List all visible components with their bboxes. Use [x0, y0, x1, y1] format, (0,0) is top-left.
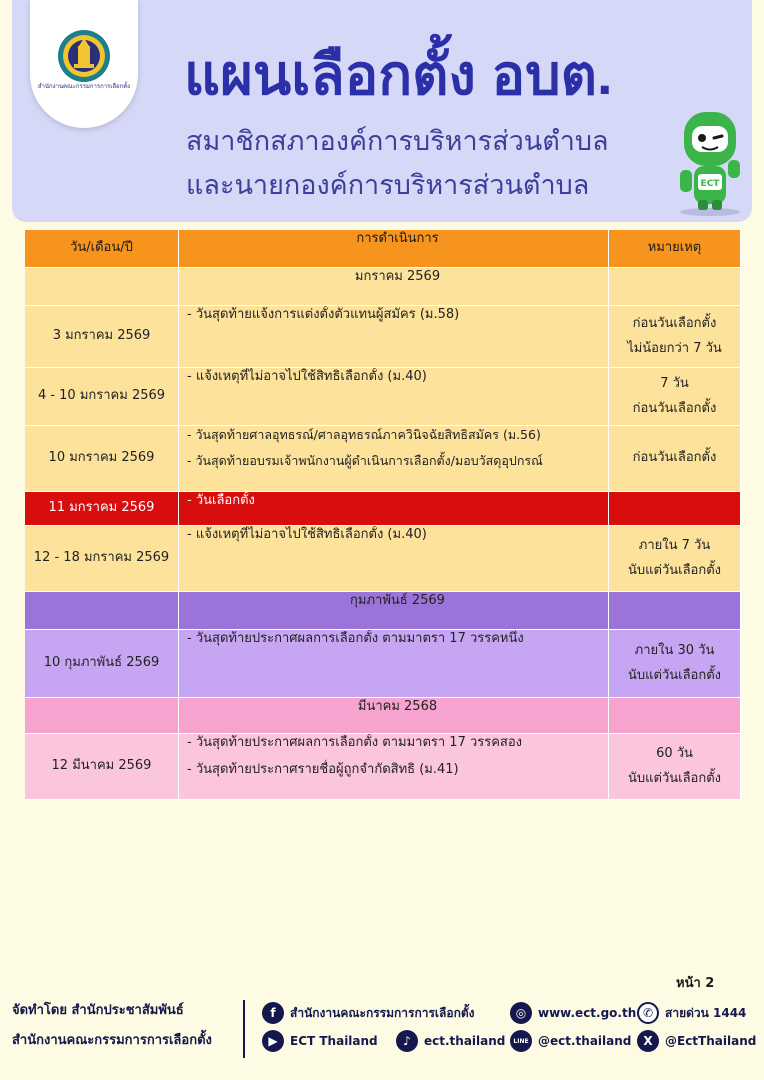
row-date: 3 มกราคม 2569 [25, 306, 179, 368]
footer-facebook-link[interactable] [262, 1002, 474, 1024]
mascot-icon [672, 100, 748, 216]
footer-line-link[interactable] [510, 1030, 631, 1052]
row-action: - วันสุดท้ายประกาศผลการเลือกตั้ง ตามมาตรา 17 วรรคหนึ่ง [187, 631, 524, 646]
row-note: ก่อนวันเลือกตั้ง [632, 400, 717, 416]
row-note: นับแต่วันเลือกตั้ง [627, 562, 722, 578]
mascot-badge: ECT [700, 179, 720, 189]
table-row [25, 368, 741, 426]
tiktok-label: ect.thailand [424, 1034, 506, 1048]
row-action: - วันสุดท้ายแจ้งการแต่งตั้งตัวแทนผู้สมัคร (ม.58) [187, 307, 460, 322]
table-row [25, 526, 741, 592]
table-header-note: หมายเหตุ [609, 230, 741, 268]
youtube-label: ECT Thailand [290, 1034, 378, 1048]
line-label: @ect.thailand [538, 1034, 632, 1048]
facebook-label: สำนักงานคณะกรรมการการเลือกตั้ง [290, 1005, 475, 1020]
footer-org-line-1: จัดทำโดย สำนักประชาสัมพันธ์ [12, 1003, 184, 1018]
row-date: 11 มกราคม 2569 [25, 492, 179, 526]
footer-youtube-link[interactable] [262, 1030, 378, 1052]
row-action: - วันสุดท้ายประกาศรายชื่อผู้ถูกจำกัดสิทธิ (ม.41) [187, 761, 459, 777]
row-action: - แจ้งเหตุที่ไม่อาจไปใช้สิทธิเลือกตั้ง (ม.40) [187, 369, 427, 384]
table-row [25, 630, 741, 698]
row-action: - แจ้งเหตุที่ไม่อาจไปใช้สิทธิเลือกตั้ง (ม.40) [187, 527, 427, 542]
month-label: มีนาคม 2568 [179, 698, 609, 734]
row-date: 12 - 18 มกราคม 2569 [25, 526, 179, 592]
row-note: ภายใน 7 วัน [638, 537, 711, 553]
table-header-date: วัน/เดือน/ปี [25, 230, 179, 268]
month-label: มกราคม 2569 [179, 268, 609, 306]
x-icon: X [637, 1030, 659, 1052]
tiktok-icon: ♪ [396, 1030, 418, 1052]
website-globe-icon: ◎ [510, 1002, 532, 1024]
youtube-icon: ▶ [262, 1030, 284, 1052]
month-row-february [25, 592, 741, 630]
table-header-action: การดำเนินการ [179, 230, 609, 268]
footer-x-link[interactable] [637, 1030, 756, 1052]
facebook-icon: f [262, 1002, 284, 1024]
footer-website-link[interactable] [510, 1002, 636, 1024]
header-banner [12, 0, 752, 222]
subtitle-line-2: และนายกองค์การบริหารส่วนตำบล [186, 170, 590, 201]
row-note: ภายใน 30 วัน [634, 642, 715, 658]
subtitle-line-1: สมาชิกสภาองค์การบริหารส่วนตำบล [186, 126, 609, 157]
hotline-label: สายด่วน 1444 [665, 1005, 747, 1020]
row-note: นับแต่วันเลือกตั้ง [627, 770, 722, 786]
table-row [25, 426, 741, 492]
row-date: 4 - 10 มกราคม 2569 [25, 368, 179, 426]
month-row-january [25, 268, 741, 306]
row-note: ก่อนวันเลือกตั้ง [632, 450, 717, 466]
table-row [25, 734, 741, 800]
page-number: หน้า 2 [676, 976, 715, 991]
row-note: 7 วัน [660, 375, 689, 391]
row-note: 60 วัน [656, 745, 693, 761]
phone-icon: ✆ [637, 1002, 659, 1024]
footer-credit [12, 1003, 242, 1048]
row-action: - วันเลือกตั้ง [187, 493, 255, 508]
x-label: @EctThailand [665, 1034, 757, 1048]
logo-text: สำนักงานคณะกรรมการการเลือกตั้ง [37, 83, 131, 90]
row-note: นับแต่วันเลือกตั้ง [627, 667, 722, 683]
footer-hotline[interactable] [637, 1002, 746, 1024]
ect-seal-logo [56, 28, 112, 84]
row-action: - วันสุดท้ายศาลอุทธรณ์/ศาลอุทธรณ์ภาควินิจฉัยสิทธิสมัคร (ม.56) [187, 427, 541, 442]
row-action: - วันสุดท้ายอบรมเจ้าพนักงานผู้ดำเนินการเลือกตั้ง/มอบวัสดุอุปกรณ์ [187, 453, 543, 469]
row-date: 10 มกราคม 2569 [25, 426, 179, 492]
footer-divider [243, 1000, 245, 1058]
table-header-row [25, 230, 741, 268]
table-row [25, 306, 741, 368]
row-note: ก่อนวันเลือกตั้ง [632, 315, 717, 331]
line-icon: LINE [510, 1030, 532, 1052]
page-title: แผนเลือกตั้ง อบต. [184, 43, 613, 106]
row-date: 10 กุมภาพันธ์ 2569 [25, 630, 179, 698]
election-day-row [25, 492, 741, 526]
footer-tiktok-link[interactable] [396, 1030, 505, 1052]
row-note: ไม่น้อยกว่า 7 วัน [627, 340, 722, 356]
month-label: กุมภาพันธ์ 2569 [179, 592, 609, 630]
website-label: www.ect.go.th [538, 1006, 637, 1020]
row-date: 12 มีนาคม 2569 [25, 734, 179, 800]
row-action: - วันสุดท้ายประกาศผลการเลือกตั้ง ตามมาตรา 17 วรรคสอง [187, 735, 523, 750]
footer-org-line-2: สำนักงานคณะกรรมการการเลือกตั้ง [12, 1032, 212, 1048]
month-row-march [25, 698, 741, 734]
logo-tab [30, 0, 138, 128]
